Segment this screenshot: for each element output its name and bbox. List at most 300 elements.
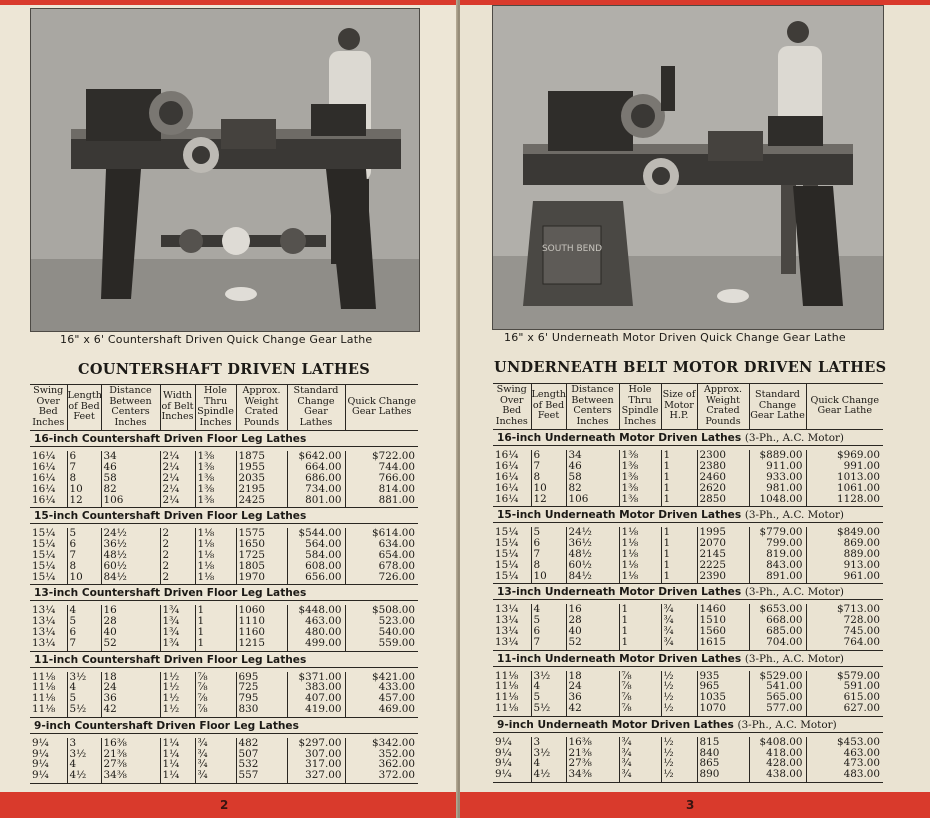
section-title-cell (493, 507, 883, 523)
table-cell: 1¼ (160, 749, 195, 760)
table-cell: 1⅜ (195, 451, 236, 462)
table-cell: 48½ (101, 550, 160, 561)
table-cell: $722.00 (372, 451, 415, 463)
table-row (493, 549, 883, 560)
table-cell: 1995 (697, 527, 749, 538)
table-cell: ⅞ (195, 672, 236, 683)
table-cell: ¾ (619, 758, 661, 769)
table-cell: 3 (531, 737, 566, 748)
table-cell: 615.00 (843, 692, 880, 703)
table-cell: $448.00 (287, 605, 345, 616)
right-section-heading: UNDERNEATH BELT MOTOR DRIVEN LATHES (494, 359, 887, 376)
table-cell: 499.00 (287, 638, 345, 651)
table-row (493, 604, 883, 615)
table-section-header (30, 585, 418, 601)
table-cell: 362.00 (378, 759, 415, 771)
column-header: Approx. Weight Crated Pounds (697, 384, 749, 430)
table-cell: 591.00 (843, 681, 880, 693)
table-cell: 3½ (67, 672, 101, 683)
table-cell: 407.00 (287, 693, 345, 704)
table-cell: 9¼ (30, 770, 67, 783)
table-cell: 565.00 (749, 692, 806, 703)
table-cell: 2 (160, 550, 195, 561)
table-cell: 13¼ (493, 637, 531, 650)
table-cell: 7 (531, 461, 566, 472)
table-section-header (493, 507, 883, 523)
table-cell: 15¼ (493, 560, 531, 571)
table-cell: 8 (67, 473, 101, 484)
table-cell: 801.00 (287, 495, 345, 508)
table-cell: 1 (661, 450, 697, 461)
column-header: Swing Over Bed Inches (30, 385, 67, 431)
table-cell: ¾ (661, 604, 697, 615)
section-title: 9-inch Countershaft Driven Floor Leg Lathes (34, 719, 299, 732)
table-row (493, 571, 883, 584)
table-cell: 84½ (101, 572, 160, 585)
table-cell: 532 (236, 759, 287, 770)
table-row (30, 528, 418, 539)
table-cell: 2425 (236, 495, 287, 508)
table-cell: 1 (661, 483, 697, 494)
table-cell: 913.00 (843, 559, 880, 571)
table-cell: 4 (67, 682, 101, 693)
table-cell: 40 (101, 627, 160, 638)
section-title-cell (30, 431, 418, 447)
table-cell: 1805 (236, 561, 287, 572)
table-cell: 7 (531, 637, 566, 650)
table-row (493, 538, 883, 549)
table-cell: 15¼ (30, 550, 67, 561)
table-row (493, 461, 883, 472)
table-cell: ½ (661, 703, 697, 716)
section-note: (3-Ph., A.C. Motor) (744, 509, 844, 522)
table-cell: 843.00 (749, 560, 806, 571)
table-cell: ¾ (661, 626, 697, 637)
column-header: Quick Change Gear Lathes (345, 385, 418, 431)
table-cell: 840 (697, 748, 749, 759)
table-cell: 16¼ (30, 473, 67, 484)
table-section-header (30, 508, 418, 524)
left-section-heading: COUNTERSHAFT DRIVEN LATHES (78, 361, 370, 378)
table-cell: 24½ (101, 528, 160, 539)
table-cell: 428.00 (749, 758, 806, 769)
table-cell: 106 (101, 495, 160, 508)
left-top-band (0, 0, 458, 5)
table-cell: 52 (566, 637, 619, 650)
table-cell: 1070 (697, 703, 749, 716)
table-cell: 15¼ (493, 527, 531, 538)
table-cell: 4 (67, 759, 101, 770)
table-cell: 9¼ (493, 758, 531, 769)
table-cell: 10 (67, 484, 101, 495)
table-cell: 2300 (697, 450, 749, 461)
table-cell: 5 (531, 692, 566, 703)
table-row (493, 527, 883, 538)
column-header: Distance Between Centers Inches (101, 385, 160, 431)
table-row (30, 704, 418, 717)
table-cell: 18 (566, 671, 619, 682)
table-cell: 507 (236, 749, 287, 760)
table-row (30, 462, 418, 473)
table-cell: 1¼ (160, 738, 195, 749)
table-cell: 3½ (67, 749, 101, 760)
section-title-cell (493, 716, 883, 732)
table-cell: 12 (67, 495, 101, 508)
table-cell: ¾ (195, 770, 236, 783)
table-row (493, 450, 883, 461)
table-cell: 1½ (160, 704, 195, 717)
table-row (493, 769, 883, 782)
table-cell: 664.00 (287, 462, 345, 473)
table-cell: 60½ (566, 560, 619, 571)
table-cell: 2 (160, 572, 195, 585)
left-photo-caption: 16" x 6' Countershaft Driven Quick Change Gear Lathe (60, 333, 373, 346)
table-cell: 2¼ (160, 451, 195, 462)
table-cell: 1160 (236, 627, 287, 638)
table-cell: $371.00 (287, 672, 345, 683)
table-cell: ¾ (661, 637, 697, 650)
table-cell: 2460 (697, 472, 749, 483)
table-cell: 383.00 (287, 682, 345, 693)
table-cell: 15¼ (493, 549, 531, 560)
table-cell: $614.00 (372, 528, 415, 540)
table-cell: 36½ (566, 538, 619, 549)
table-row (30, 749, 418, 760)
table-cell: ½ (661, 692, 697, 703)
table-cell: 2195 (236, 484, 287, 495)
table-cell: 1 (661, 549, 697, 560)
table-cell: 60½ (101, 561, 160, 572)
table-cell: 15¼ (493, 571, 531, 584)
table-cell: 8 (67, 561, 101, 572)
table-cell: 1 (195, 627, 236, 638)
table-cell: ½ (661, 737, 697, 748)
table-cell: 317.00 (287, 759, 345, 770)
table-cell: 686.00 (287, 473, 345, 484)
countershaft-lathe-photo (30, 8, 420, 332)
table-cell: 725 (236, 682, 287, 693)
table-section-header (493, 716, 883, 732)
table-cell: 13¼ (30, 627, 67, 638)
table-cell: 4½ (531, 769, 566, 782)
column-header: Distance Between Centers Inches (566, 384, 619, 430)
table-cell: 34 (101, 451, 160, 462)
table-cell: 6 (531, 626, 566, 637)
table-cell: 1½ (160, 682, 195, 693)
section-note: (3-Ph., A.C. Motor) (744, 432, 844, 445)
table-cell: 4 (67, 605, 101, 616)
table-cell: 6 (67, 627, 101, 638)
right-photo-caption: 16" x 6' Underneath Motor Driven Quick Change Gear Lathe (504, 331, 846, 344)
table-cell: 1⅜ (195, 484, 236, 495)
table-cell: 418.00 (749, 748, 806, 759)
table-cell: 463.00 (843, 747, 880, 759)
table-cell: 2145 (697, 549, 749, 560)
table-cell: 16¼ (493, 450, 531, 461)
table-cell: $779.00 (749, 527, 806, 538)
section-title: 13-inch Underneath Motor Driven Lathes (497, 586, 742, 599)
table-cell: 307.00 (287, 749, 345, 760)
table-cell: 11⅛ (30, 672, 67, 683)
table-cell: 1⅜ (619, 494, 661, 507)
table-cell: 5 (67, 528, 101, 539)
table-cell: ⅞ (195, 682, 236, 693)
table-cell: 2¼ (160, 462, 195, 473)
table-cell: 1955 (236, 462, 287, 473)
table-cell: 483.00 (806, 769, 883, 782)
table-row (30, 627, 418, 638)
table-row (493, 560, 883, 571)
table-cell: 1⅛ (619, 538, 661, 549)
table-cell: 28 (101, 616, 160, 627)
table-cell: 1128.00 (806, 494, 883, 507)
table-cell: 668.00 (749, 615, 806, 626)
table-cell: 11⅛ (493, 692, 531, 703)
table-row (30, 539, 418, 550)
table-cell: 734.00 (287, 484, 345, 495)
table-cell: ¾ (619, 748, 661, 759)
table-cell: 865 (697, 758, 749, 769)
table-cell: 830 (236, 704, 287, 717)
table-cell: 911.00 (749, 461, 806, 472)
table-cell: 541.00 (749, 681, 806, 692)
table-cell: 438.00 (749, 769, 806, 782)
table-cell: 34⅜ (566, 769, 619, 782)
table-cell: 2035 (236, 473, 287, 484)
table-cell: $508.00 (372, 605, 415, 617)
table-cell: 21⅜ (566, 748, 619, 759)
table-cell: $579.00 (837, 670, 880, 682)
table-row (30, 638, 418, 651)
table-section-header (493, 430, 883, 446)
table-cell: ⅞ (195, 704, 236, 717)
table-cell: 815 (697, 737, 749, 748)
table-cell: 2380 (697, 461, 749, 472)
table-row (30, 770, 418, 783)
table-cell: ½ (661, 748, 697, 759)
table-section-header (493, 650, 883, 666)
table-cell: $653.00 (749, 604, 806, 615)
table-row (493, 671, 883, 682)
table-cell: 16¼ (30, 451, 67, 462)
section-title-cell (30, 508, 418, 524)
table-cell: $889.00 (749, 450, 806, 461)
table-cell: 13¼ (493, 615, 531, 626)
table-cell: ¾ (661, 615, 697, 626)
table-cell: ½ (661, 681, 697, 692)
table-cell: 9¼ (493, 769, 531, 782)
table-cell: 12 (531, 494, 566, 507)
table-cell: 744.00 (378, 462, 415, 473)
table-cell: 34 (566, 450, 619, 461)
table-cell: 728.00 (843, 615, 880, 626)
table-cell: 36 (566, 692, 619, 703)
table-cell: 2¼ (160, 484, 195, 495)
right-page-footer-band (460, 792, 930, 818)
table-cell: 1575 (236, 528, 287, 539)
table-cell: 1¾ (160, 627, 195, 638)
table-cell: 6 (531, 450, 566, 461)
table-cell: 685.00 (749, 626, 806, 637)
table-cell: ⅞ (195, 693, 236, 704)
table-cell: 11⅛ (30, 693, 67, 704)
column-header: Width of Belt Inches (160, 385, 195, 431)
table-cell: 10 (67, 572, 101, 585)
table-cell: 9¼ (30, 749, 67, 760)
table-cell: ½ (661, 769, 697, 782)
section-title: 15-inch Underneath Motor Driven Lathes (497, 509, 742, 522)
table-cell: 16¼ (493, 483, 531, 494)
table-cell: 433.00 (378, 682, 415, 694)
table-cell: 981.00 (749, 483, 806, 494)
table-cell: 1⅜ (195, 495, 236, 508)
table-cell: 704.00 (749, 637, 806, 650)
table-cell: 4 (531, 758, 566, 769)
table-cell: 16¼ (30, 495, 67, 508)
table-cell: 1⅛ (195, 539, 236, 550)
table-cell: 6 (67, 451, 101, 462)
column-header: Standard Change Gear Lathe (749, 384, 806, 430)
section-title: 9-inch Underneath Motor Driven Lathes (497, 718, 734, 731)
table-cell: 678.00 (378, 560, 415, 572)
table-cell: 1013.00 (837, 471, 880, 483)
left-page-footer-band (0, 792, 458, 818)
table-cell: 1 (195, 616, 236, 627)
table-cell: 3 (67, 738, 101, 749)
table-cell: 11⅛ (493, 703, 531, 716)
table-cell: ¾ (195, 738, 236, 749)
table-cell: 36½ (101, 539, 160, 550)
table-cell: 1¾ (160, 638, 195, 651)
table-cell: 584.00 (287, 550, 345, 561)
table-cell: ¾ (619, 769, 661, 782)
table-cell: 9¼ (30, 738, 67, 749)
table-cell: 16¼ (493, 461, 531, 472)
table-cell: 1061.00 (837, 482, 880, 494)
table-cell: 1⅜ (619, 483, 661, 494)
table-cell: 15¼ (30, 528, 67, 539)
table-cell: 48½ (566, 549, 619, 560)
left-page (0, 0, 458, 818)
table-cell: 559.00 (345, 638, 418, 651)
table-cell: 58 (101, 473, 160, 484)
table-row (493, 472, 883, 483)
table-cell: ½ (661, 671, 697, 682)
table-cell: 933.00 (749, 472, 806, 483)
table-cell: 1⅛ (195, 550, 236, 561)
table-cell: 7 (531, 549, 566, 560)
table-cell: 2¼ (160, 473, 195, 484)
table-cell: 480.00 (287, 627, 345, 638)
table-row (493, 758, 883, 769)
table-cell: $408.00 (749, 737, 806, 748)
section-title-cell (493, 430, 883, 446)
table-row (30, 484, 418, 495)
table-row (30, 473, 418, 484)
table-cell: 1½ (160, 693, 195, 704)
table-row (30, 451, 418, 462)
table-row (30, 682, 418, 693)
section-title: 16-inch Countershaft Driven Floor Leg Lathes (34, 433, 307, 446)
section-title-cell (30, 717, 418, 733)
table-cell: 46 (566, 461, 619, 472)
table-cell: 24 (566, 681, 619, 692)
table-cell: 16⅜ (101, 738, 160, 749)
table-section-header (493, 584, 883, 600)
table-cell: 1 (619, 615, 661, 626)
table-row (30, 672, 418, 683)
section-title: 15-inch Countershaft Driven Floor Leg Lathes (34, 510, 307, 523)
table-cell: 2 (160, 539, 195, 550)
table-cell: 1⅛ (619, 549, 661, 560)
table-cell: 2¼ (160, 495, 195, 508)
table-cell: 4 (531, 681, 566, 692)
table-cell: 819.00 (749, 549, 806, 560)
table-cell: 1½ (160, 672, 195, 683)
table-row (493, 748, 883, 759)
table-cell: 11⅛ (30, 682, 67, 693)
table-cell: 627.00 (806, 703, 883, 716)
table-cell: 9¼ (493, 748, 531, 759)
table-cell: 814.00 (378, 483, 415, 495)
table-cell: ¾ (195, 759, 236, 770)
table-row (30, 495, 418, 508)
column-header: Quick Change Gear Lathe (806, 384, 883, 430)
table-cell: 84½ (566, 571, 619, 584)
table-cell: $342.00 (372, 737, 415, 749)
table-cell: 11⅛ (493, 681, 531, 692)
table-cell: 1048.00 (749, 494, 806, 507)
table-cell: 745.00 (843, 625, 880, 637)
table-cell: 40 (566, 626, 619, 637)
table-row (493, 681, 883, 692)
table-cell: 5 (67, 693, 101, 704)
section-title: 13-inch Countershaft Driven Floor Leg Lathes (34, 587, 307, 600)
table-cell: 42 (566, 703, 619, 716)
table-cell: 419.00 (287, 704, 345, 717)
table-cell: 9¼ (493, 737, 531, 748)
table-cell: $529.00 (749, 671, 806, 682)
column-header: Swing Over Bed Inches (493, 384, 531, 430)
table-cell: 1 (195, 605, 236, 616)
table-row (30, 572, 418, 585)
table-cell: $642.00 (287, 451, 345, 462)
table-cell: 726.00 (345, 572, 418, 585)
table-cell: ⅞ (619, 703, 661, 716)
table-row (30, 738, 418, 749)
table-cell: 42 (101, 704, 160, 717)
table-cell: $453.00 (837, 736, 880, 748)
table-cell: $421.00 (372, 671, 415, 683)
table-cell: 1 (195, 638, 236, 651)
table-cell: 8 (531, 560, 566, 571)
table-cell: 5 (67, 616, 101, 627)
table-cell: 10 (531, 571, 566, 584)
table-cell: 7 (67, 638, 101, 651)
table-cell: 6 (531, 538, 566, 549)
table-cell: 52 (101, 638, 160, 651)
table-cell: 1110 (236, 616, 287, 627)
table-cell: 13¼ (493, 604, 531, 615)
table-cell: 16¼ (30, 484, 67, 495)
table-cell: 13¼ (30, 616, 67, 627)
right-page-number: 3 (686, 798, 695, 812)
table-row (30, 605, 418, 616)
section-title-cell (493, 650, 883, 666)
table-cell: 16 (101, 605, 160, 616)
table-cell: 13¼ (30, 605, 67, 616)
table-section-header (30, 431, 418, 447)
